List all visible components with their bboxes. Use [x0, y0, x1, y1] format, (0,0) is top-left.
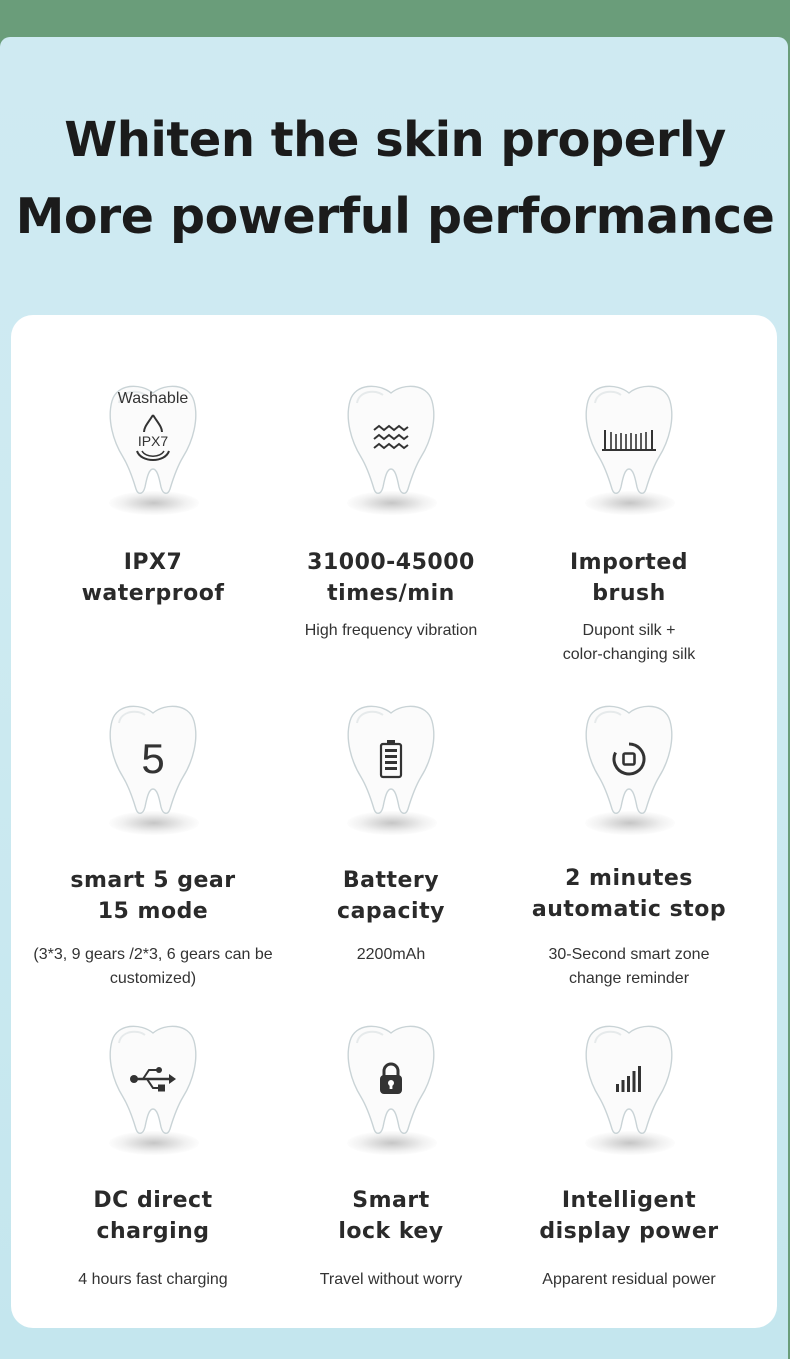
brush-bristles-icon [579, 379, 679, 499]
feature-title: IPX7 waterproof [81, 550, 225, 606]
tooth-badge [341, 1019, 441, 1169]
feature-title: Imported brush [569, 550, 688, 606]
feature-desc: Travel without worry [319, 1271, 463, 1288]
headline-line-2: More powerful performance [15, 188, 775, 245]
tooth-badge [579, 379, 679, 529]
feature-desc: (3*3, 9 gears /2*3, 6 gears can be customized) [33, 946, 273, 987]
feature-desc: 2200mAh [356, 946, 426, 963]
feature-title: smart 5 gear 15 mode [70, 868, 236, 924]
headline-line-1: Whiten the skin properly [64, 112, 726, 168]
timer-stop-icon [579, 699, 679, 819]
battery-icon [341, 699, 441, 819]
feature-title: Battery capacity [337, 868, 445, 924]
svg-text:IPX7: IPX7 [137, 433, 169, 449]
feature-desc: 30-Second smart zone change reminder [548, 946, 710, 987]
tooth-badge [341, 379, 441, 529]
feature-title: 31000-45000 times/min [307, 550, 475, 606]
tooth-badge [103, 1019, 203, 1169]
lock-icon [341, 1019, 441, 1139]
number-five-icon: 5 [141, 735, 165, 782]
tooth-badge [103, 699, 203, 849]
tooth-badge [341, 699, 441, 849]
feature-desc: High frequency vibration [304, 622, 478, 639]
features-card [11, 315, 777, 1328]
feature-desc: Apparent residual power [542, 1271, 716, 1288]
signal-bars-icon [579, 1019, 679, 1139]
feature-title: DC direct charging [93, 1188, 213, 1244]
feature-title: 2 minutes automatic stop [531, 866, 727, 922]
vibration-wave-icon [341, 379, 441, 499]
tooth-badge [579, 699, 679, 849]
feature-desc: Dupont silk + color-changing silk [562, 622, 696, 663]
feature-desc: 4 hours fast charging [78, 1271, 228, 1288]
feature-desc: Washable [117, 390, 189, 407]
usb-icon [103, 1019, 203, 1139]
feature-title: Intelligent display power [539, 1188, 719, 1244]
feature-title: Smart lock key [338, 1188, 444, 1244]
tooth-badge [579, 1019, 679, 1169]
